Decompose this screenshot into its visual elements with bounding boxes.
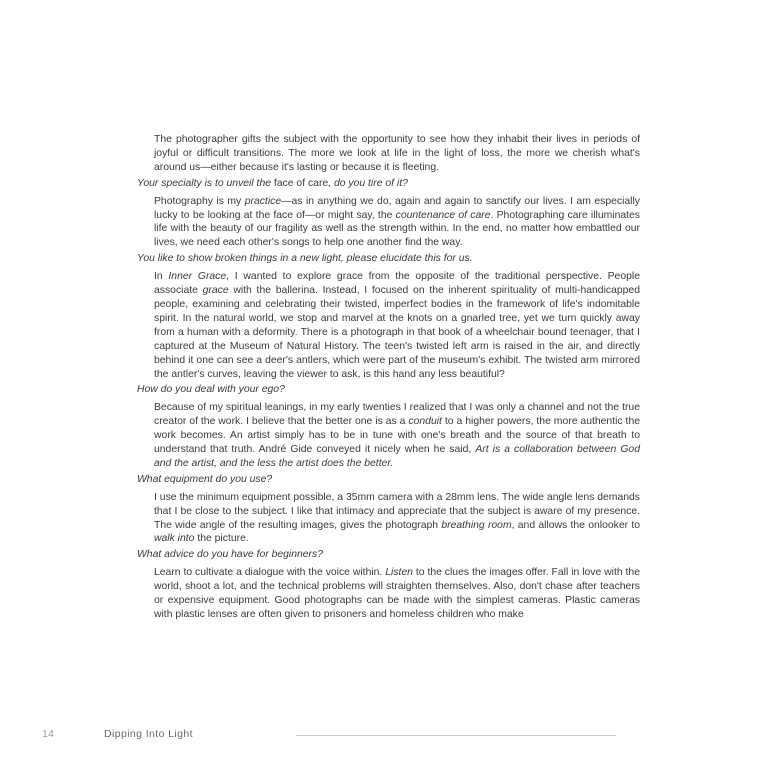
emphasis-text: breathing room bbox=[441, 519, 512, 531]
interview-answer bbox=[154, 133, 640, 175]
text-segment: Because of my spiritual leanings, in my early twenties I realized that I was only a channel and not the true creator of the work. I believe that the better one is as a bbox=[154, 402, 640, 428]
emphasis-text: practice bbox=[244, 195, 282, 207]
text-segment: with the ballerina. Instead, I focused on the inherent spirituality of multi-handicapped people, examining and celebrating their twisted, imperfect bodies in the framework of life's indomitable spirit. In the natural world, we stop and marvel at the knots on a gnarled tree, yet we turn quickly away from a human with a deformity. There is a photograph in that book of a wheelchair bound teenager, that I captured at the Museum of Natural History. The teen's twisted left arm is raised in the air, and directly behind it one can see a deer's antlers, which were part of the museum's exhibit. The twisted arm mirrored the antler's curves, leaving the viewer to ask, is this hand any less beautiful? bbox=[154, 285, 640, 380]
emphasis-text: conduit bbox=[408, 416, 442, 428]
interview-answer bbox=[154, 270, 640, 381]
text-segment: In bbox=[154, 271, 169, 283]
text-segment: , and allows the onlooker to bbox=[511, 519, 640, 531]
emphasis-text: Art is a collaboration between God and the artist, and the less the artist does the better. bbox=[154, 444, 640, 469]
text-segment: , do you tire of it? bbox=[328, 177, 408, 189]
text-segment: —as in anything we do, again and again to sanctify our lives. I am especially lucky to be looking at the face of—or might say, the bbox=[154, 195, 640, 221]
emphasis-text: Inner Grace bbox=[168, 271, 227, 283]
text-segment: Your specialty is to unveil the bbox=[137, 177, 274, 189]
interview-question bbox=[137, 383, 640, 397]
interview-answer bbox=[154, 401, 640, 471]
interview-answer bbox=[154, 195, 640, 251]
text-segment: . Photographing care illuminates life with the beauty of our fragility as well as the strength within. In the end, no matter how embattled our lives, we need each other's songs to help one another find the way. bbox=[154, 209, 640, 249]
interview-answer bbox=[154, 491, 640, 547]
text-segment: You like to show broken things in a new light, please elucidate this for us. bbox=[137, 253, 473, 265]
page-footer bbox=[0, 728, 775, 744]
book-title: Dipping Into Light bbox=[104, 728, 193, 740]
upright-text: face of care bbox=[273, 177, 329, 189]
interview-question bbox=[137, 473, 640, 487]
text-segment: What equipment do you use? bbox=[137, 473, 273, 485]
text-segment: I use the minimum equipment possible, a 35mm camera with a 28mm lens. The wide angle lens demands that I be close to the subject. I like that intimacy and appreciate that the subject is aware of my presence. The wide angle of the resulting images, gives the photograph bbox=[154, 491, 640, 531]
text-segment: The photographer gifts the subject with the opportunity to see how they inhabit their lives in periods of joyful or difficult transitions. The more we look at life in the light of loss, the more we cherish what's around us—either because it's lasting or because it is fleeting. bbox=[154, 134, 640, 173]
interview-question bbox=[137, 252, 640, 266]
emphasis-text: countenance of care bbox=[395, 209, 491, 221]
emphasis-text: walk into bbox=[154, 533, 195, 545]
text-segment: to a higher powers, the more authentic the work becomes. An artist simply has to be in tune with one's breath and the source of that breath to understand that truth. André Gide conveyed it nicely when he said, bbox=[154, 416, 641, 456]
text-segment: Learn to cultivate a dialogue with the voice within. bbox=[154, 567, 386, 579]
emphasis-text: Listen bbox=[385, 567, 413, 579]
interview-text bbox=[137, 133, 640, 622]
text-segment: , I wanted to explore grace from the opposite of the traditional perspective. People associate bbox=[154, 271, 640, 297]
text-segment: What advice do you have for beginners? bbox=[137, 549, 323, 561]
page-number: 14 bbox=[42, 728, 55, 740]
text-segment: Photography is my bbox=[154, 195, 245, 207]
text-segment: the picture. bbox=[194, 533, 249, 545]
interview-question bbox=[137, 177, 640, 191]
emphasis-text: grace bbox=[202, 285, 229, 297]
text-segment: to the clues the images offer. Fall in love with the world, shoot a lot, and the technical problems will straighten themselves. Also, don't chase after teachers or expensive equipment. Good photographs can be made with the simplest cameras. Plastic cameras with plastic lenses are often given to prisoners and homeless children who make bbox=[154, 567, 640, 620]
interview-answer bbox=[154, 566, 640, 622]
interview-question bbox=[137, 548, 640, 562]
text-segment: How do you deal with your ego? bbox=[137, 384, 285, 396]
footer-divider bbox=[296, 735, 616, 736]
